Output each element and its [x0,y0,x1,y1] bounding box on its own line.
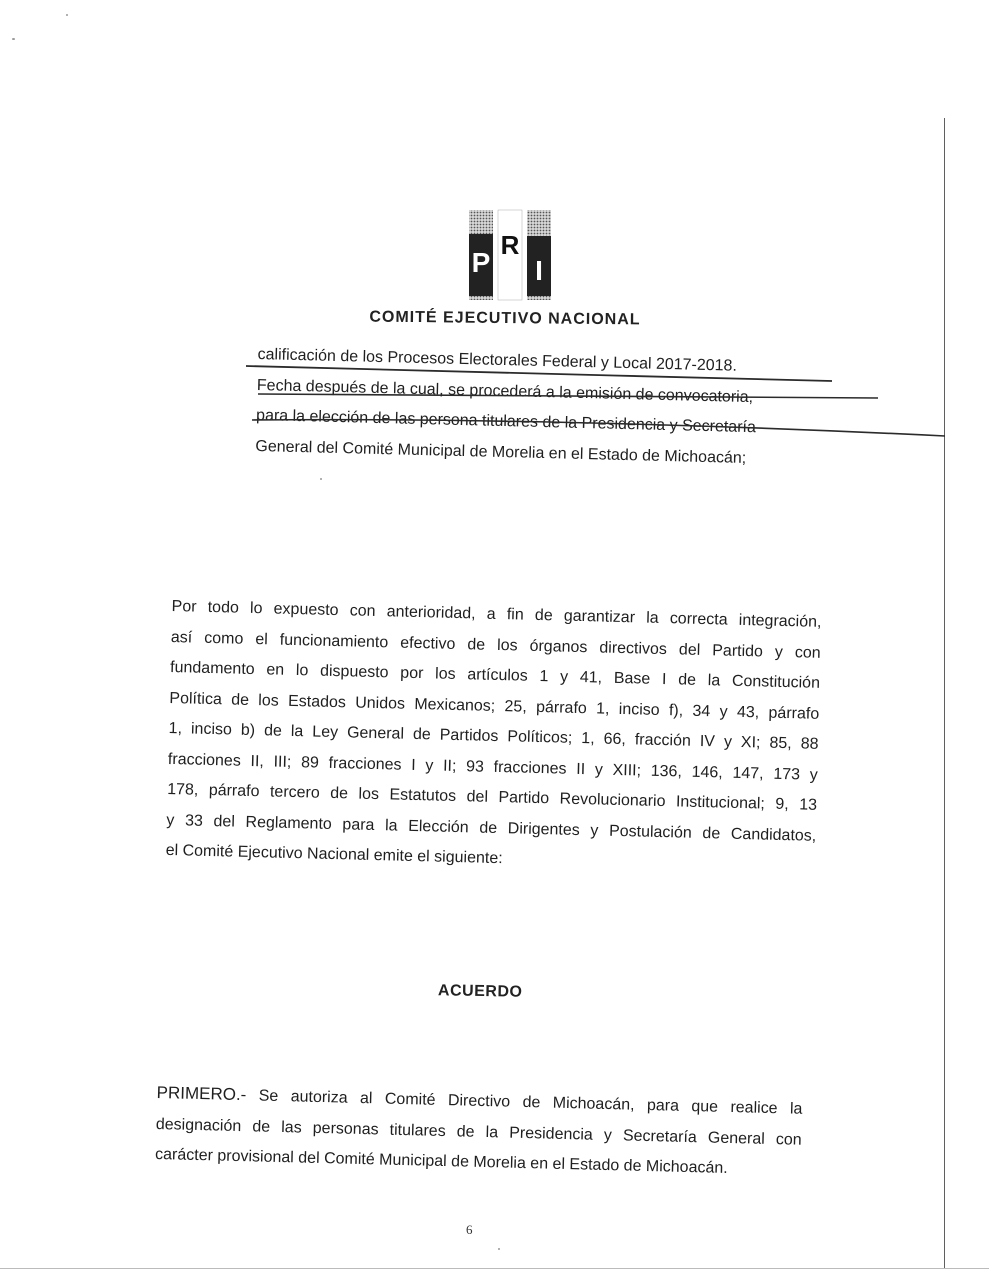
svg-text:R: R [500,230,520,260]
text-line: Por todo lo expuesto con anterioridad, a fin de garantizar la correcta integración, [171,597,822,631]
paragraph-primero [155,1078,803,1186]
text-line: carácter provisional del Comité Municipal de Morelia en el Estado de Michoacán. [154,1145,728,1177]
text-line: fracciones II, III; 89 fracciones I y II; 93 fracciones II y XIII; 136, 146, 147, 173 y [167,750,818,784]
scan-bottom-edge [0,1268,989,1269]
text-line: 1, inciso b) de la Ley General de Partidos Políticos; 1, 66, fracción IV y XI; 85, 88 [168,719,819,753]
text-line: el Comité Ejecutivo Nacional emite el siguiente: [165,841,503,868]
organization-header: COMITÉ EJECUTIVO NACIONAL [369,308,641,329]
paragraph-fundamentos [165,592,822,882]
svg-text:I: I [535,255,543,286]
pri-logo [467,208,553,302]
text-line: calificación de los Procesos Electorales Federal y Local 2017-2018. [257,345,738,375]
text-line: así como el funcionamiento efectivo de los órganos directivos del Partido y con [170,628,821,662]
text-line: Fecha después de la cual, se procederá a la emisión de convocatoria, [256,376,754,406]
paragraph-continuation [255,340,758,474]
svg-text:P: P [471,247,491,278]
text-line: y 33 del Reglamento para la Elección de Dirigentes y Postulación de Candidatos, [166,811,817,845]
section-title: ACUERDO [437,982,523,1001]
text-line: Política de los Estados Unidos Mexicanos; 25, párrafo 1, inciso f), 34 y 43, párrafo [169,689,820,723]
text-line: para la elección de las persona titulares de la Presidencia y Secretaría [255,406,757,437]
clause-text: Se autoriza al Comité Directivo de Michoacán, para que realice la [246,1087,803,1118]
text-line: designación de las personas titulares de la Presidencia y Secretaría General con [155,1115,802,1149]
scan-speck [12,38,15,40]
text-line: General del Comité Municipal de Morelia en el Estado de Michoacán; [255,437,747,467]
scan-speck [498,1248,500,1250]
text-line: fundamento en lo dispuesto por los artículos 1 y 41, Base I de la Constitución [169,658,821,692]
text-line: 178, párrafo tercero de los Estatutos del Partido Revolucionario Institucional; 9, 13 [166,780,818,814]
scan-speck [320,478,322,480]
scan-edge-line [944,118,945,1268]
page-number: 6 [466,1222,473,1237]
scan-speck [66,14,68,16]
clause-lead: PRIMERO.- [156,1082,247,1105]
